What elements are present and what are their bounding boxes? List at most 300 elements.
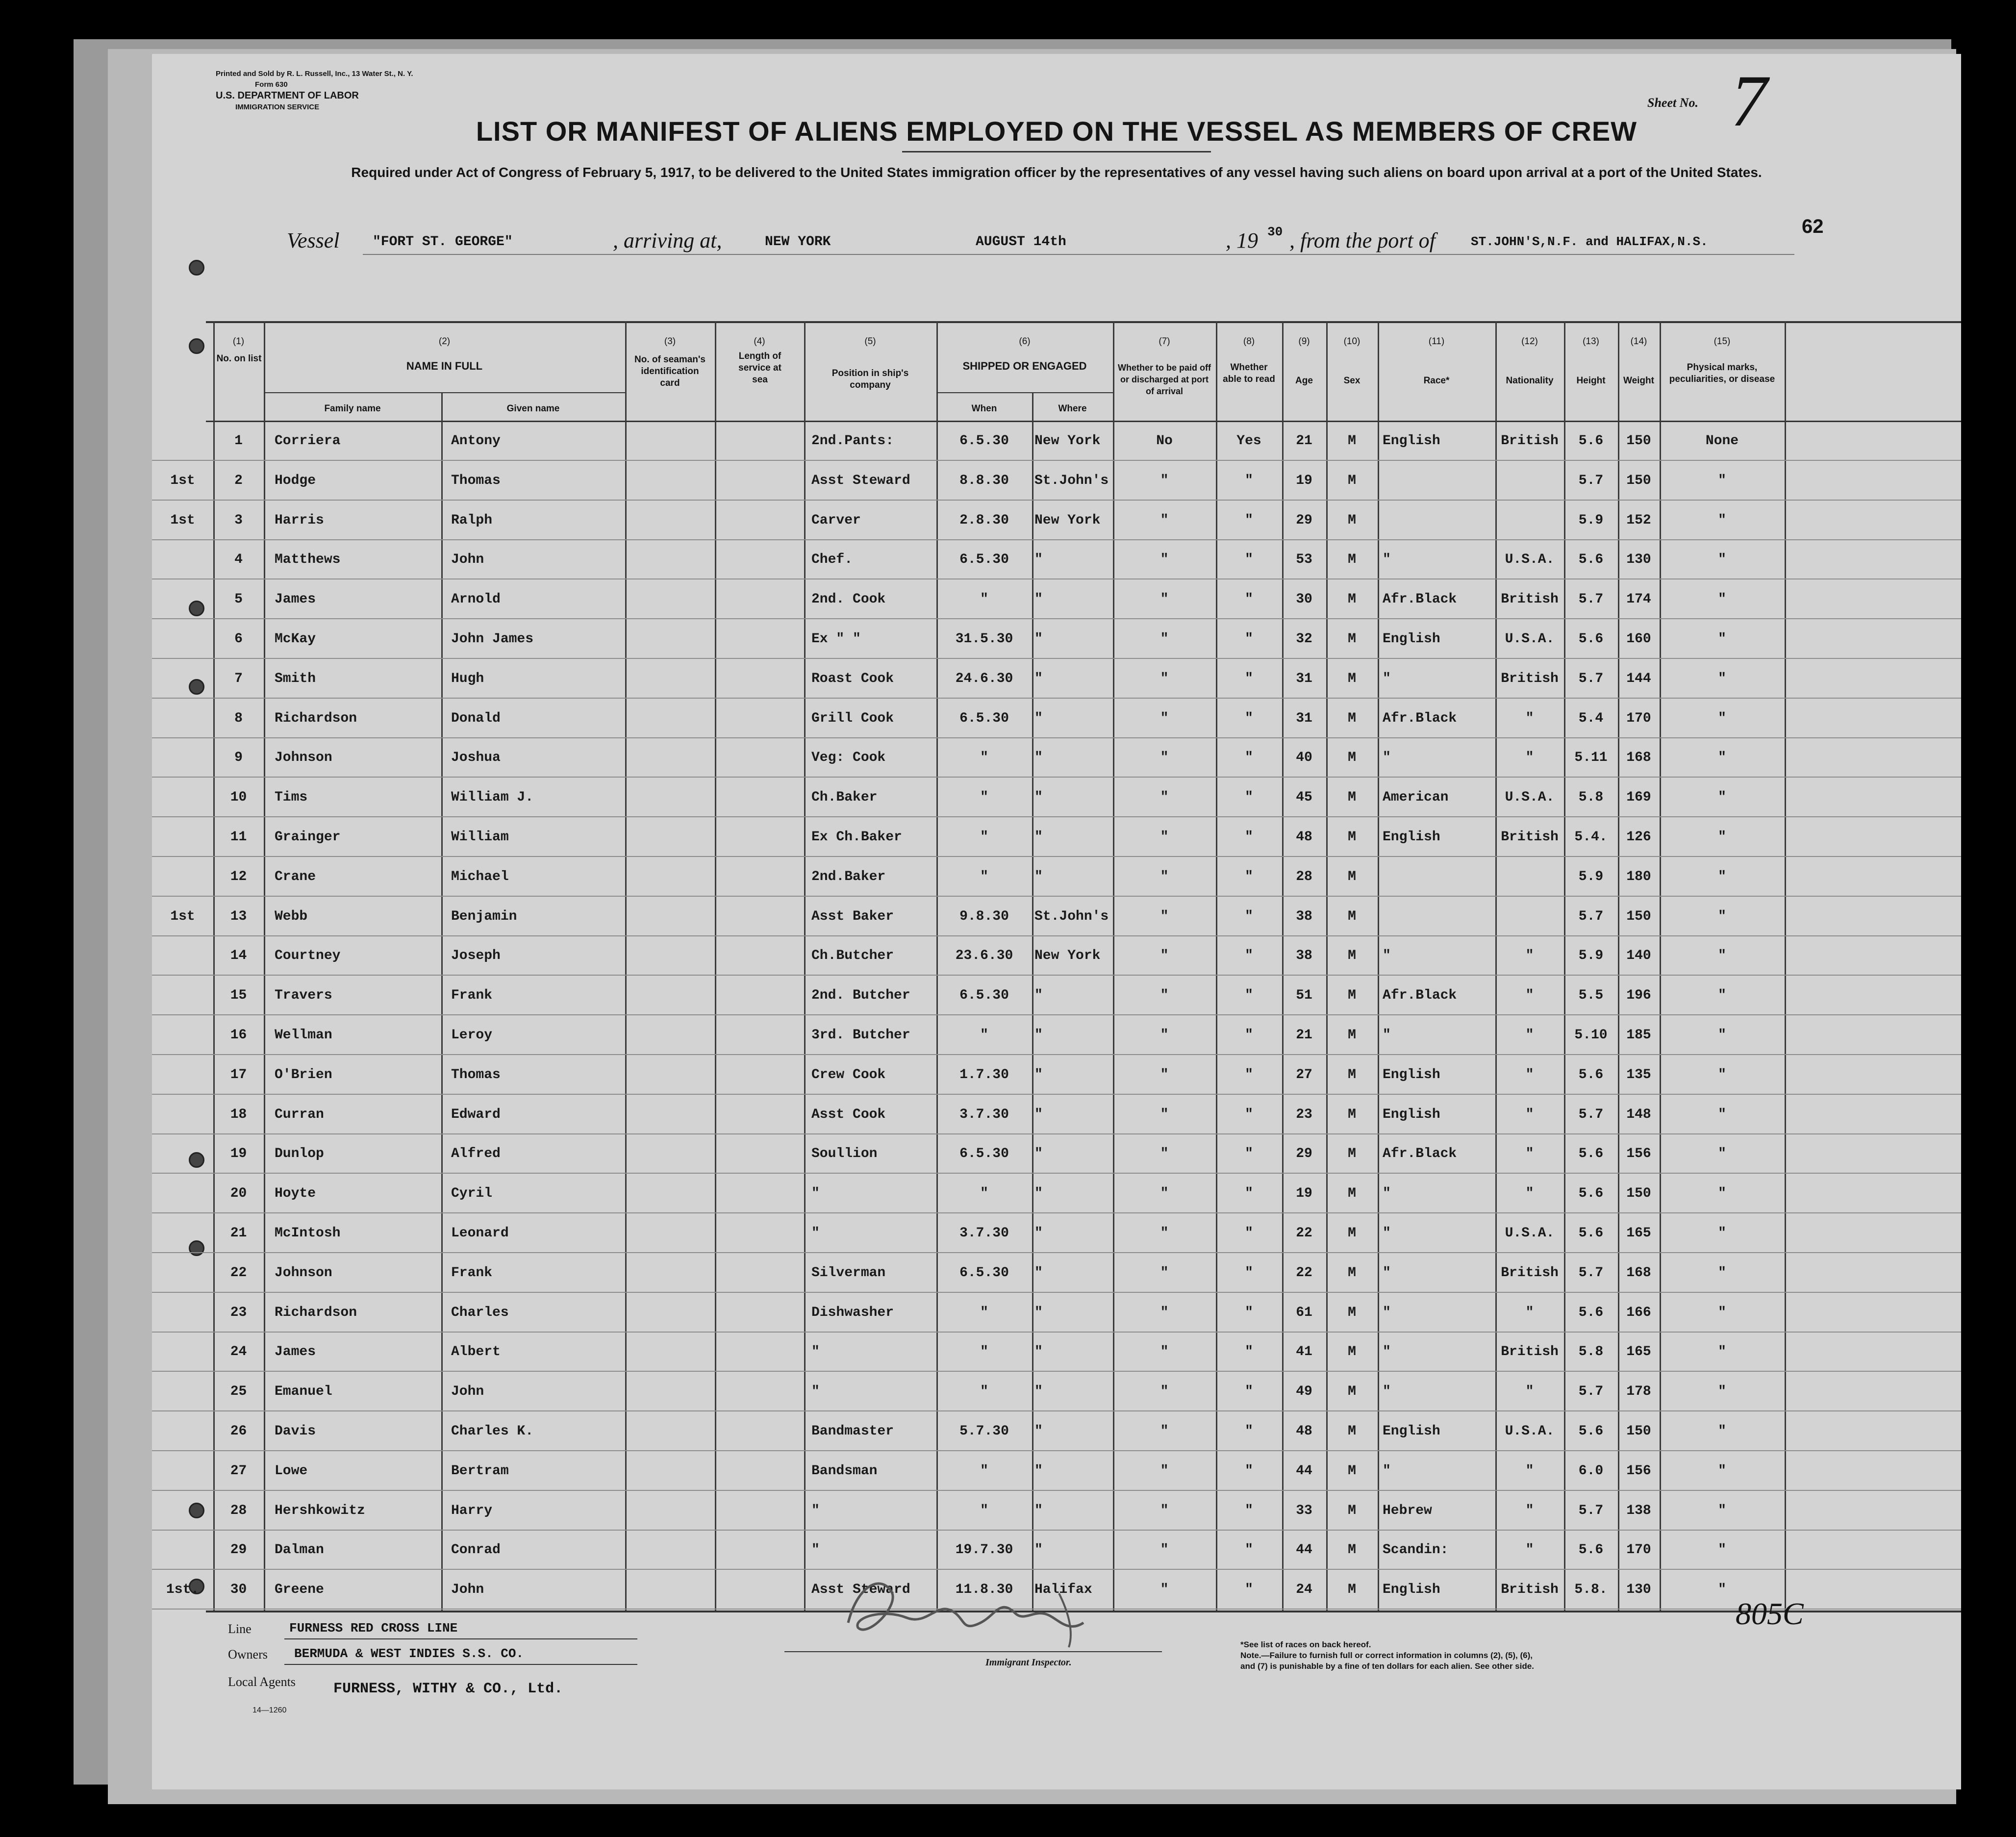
cell-margin: 1st. <box>166 1582 200 1598</box>
cell-height: 5.6 <box>1578 1226 1604 1241</box>
col-number: (2) <box>438 336 451 347</box>
cell-given: William <box>451 830 509 845</box>
cell-when: " <box>980 1186 988 1202</box>
cell-paid: " <box>1160 1107 1169 1122</box>
name-subheader-rule <box>264 392 625 393</box>
cell-sex: M <box>1348 948 1356 964</box>
cell-no: 30 <box>230 1582 247 1598</box>
cell-height: 5.7 <box>1578 1503 1604 1518</box>
cell-no: 11 <box>230 830 247 845</box>
cell-where: " <box>1034 710 1043 726</box>
cell-read: " <box>1245 988 1253 1004</box>
cell-age: 44 <box>1296 1463 1312 1479</box>
cell-marks: " <box>1718 1305 1726 1320</box>
cell-sex: M <box>1348 1265 1356 1281</box>
cell-no: 13 <box>230 908 247 924</box>
cell-age: 23 <box>1296 1107 1312 1122</box>
cell-sex: M <box>1348 1344 1356 1360</box>
cell-weight: 130 <box>1626 552 1651 568</box>
steamship-line: FURNESS RED CROSS LINE <box>289 1621 458 1636</box>
cell-no: 14 <box>230 948 247 964</box>
cell-position: Asst Steward <box>811 473 910 488</box>
cell-sex: M <box>1348 1107 1356 1122</box>
line-label: Line <box>228 1622 252 1636</box>
cell-position: 2nd. Butcher <box>811 988 910 1004</box>
cell-sex: M <box>1348 1542 1356 1558</box>
page-subtitle: Required under Act of Congress of February 5, 1917, to be delivered to the United States immigration officer by the representatives of any vessel having such aliens on board upon arrival at a port of the United States. <box>351 165 1762 180</box>
cell-given: Joshua <box>451 750 501 766</box>
header-family-name: Family name <box>324 403 381 414</box>
cell-paid: " <box>1160 1186 1169 1202</box>
cell-nat: " <box>1525 1146 1534 1162</box>
cell-read: " <box>1245 908 1253 924</box>
cell-marks: " <box>1718 671 1726 686</box>
cell-height: 5.6 <box>1578 631 1604 647</box>
cell-where: " <box>1034 1384 1043 1400</box>
cell-weight: 196 <box>1626 988 1651 1004</box>
cell-nat: " <box>1525 948 1534 964</box>
cell-weight: 168 <box>1626 1265 1651 1281</box>
table-row <box>152 819 1961 857</box>
cell-weight: 150 <box>1626 908 1651 924</box>
cell-when: 9.8.30 <box>959 908 1009 924</box>
header-age: Age <box>1295 376 1313 386</box>
cell-family: Dalman <box>275 1542 324 1558</box>
cell-read: " <box>1245 830 1253 845</box>
cell-when: " <box>980 1028 988 1043</box>
cell-paid: " <box>1160 1305 1169 1320</box>
cell-height: 5.8 <box>1578 790 1604 805</box>
cell-weight: 156 <box>1626 1146 1651 1162</box>
arriving-label: , arriving at, <box>613 228 722 252</box>
cell-position: Silverman <box>811 1265 886 1281</box>
cell-weight: 138 <box>1626 1503 1651 1518</box>
cell-marks: " <box>1718 830 1726 845</box>
cell-height: 5.7 <box>1578 1384 1604 1400</box>
cell-no: 26 <box>230 1424 247 1439</box>
cell-read: " <box>1245 1226 1253 1241</box>
cell-age: 24 <box>1296 1582 1312 1598</box>
header-name-in-full: NAME IN FULL <box>406 360 483 372</box>
cell-race: Afr.Black <box>1383 988 1457 1004</box>
cell-given: Harry <box>451 1503 493 1518</box>
cell-nat: British <box>1501 830 1559 845</box>
cell-family: Emanuel <box>275 1384 332 1400</box>
cell-weight: 150 <box>1626 1186 1651 1202</box>
cell-sex: M <box>1348 1146 1356 1162</box>
cell-margin: 1st <box>170 473 195 488</box>
cell-when: " <box>980 592 988 607</box>
cell-where: " <box>1034 1028 1043 1043</box>
cell-when: 6.5.30 <box>959 710 1009 726</box>
cell-position: " <box>811 1384 820 1400</box>
cell-no: 27 <box>230 1463 247 1479</box>
cell-age: 28 <box>1296 869 1312 884</box>
cell-paid: " <box>1160 1344 1169 1360</box>
table-row <box>152 581 1961 619</box>
cell-paid: " <box>1160 790 1169 805</box>
cell-no: 10 <box>230 790 247 805</box>
cell-marks: " <box>1718 1344 1726 1360</box>
cell-nat: British <box>1501 1344 1559 1360</box>
cell-read: " <box>1245 1384 1253 1400</box>
cell-family: Greene <box>275 1582 324 1598</box>
cell-marks: " <box>1718 790 1726 805</box>
cell-race: " <box>1383 948 1391 964</box>
inspector-label: Immigrant Inspector. <box>985 1657 1072 1668</box>
header-id-card: No. of seaman's identification card <box>634 354 706 388</box>
sheet-number: 7 <box>1731 60 1767 142</box>
table-row <box>152 1413 1961 1451</box>
cell-position: Ex " " <box>811 631 861 647</box>
cell-read: " <box>1245 1186 1253 1202</box>
cell-where: " <box>1034 1542 1043 1558</box>
table-row <box>152 1334 1961 1372</box>
cell-given: Charles K. <box>451 1424 534 1439</box>
cell-position: 2nd. Cook <box>811 592 886 607</box>
cell-race: Afr.Black <box>1383 1146 1457 1162</box>
sheet-label: Sheet No. <box>1647 96 1698 110</box>
header-no-on-list: No. on list <box>216 353 262 364</box>
cell-height: 5.7 <box>1578 592 1604 607</box>
cell-when: " <box>980 830 988 845</box>
cell-age: 44 <box>1296 1542 1312 1558</box>
cell-height: 5.5 <box>1578 988 1604 1004</box>
cell-weight: 185 <box>1626 1028 1651 1043</box>
handwritten-code: 805C <box>1736 1596 1804 1631</box>
cell-race: " <box>1383 1384 1391 1400</box>
cell-race: English <box>1383 1107 1440 1122</box>
col-number: (4) <box>754 336 765 347</box>
table-row <box>152 700 1961 738</box>
cell-age: 22 <box>1296 1226 1312 1241</box>
header-physical-marks: Physical marks, peculiarities, or disease <box>1669 362 1775 384</box>
cell-height: 5.6 <box>1578 1146 1604 1162</box>
cell-race: " <box>1383 1186 1391 1202</box>
col-number: (10) <box>1343 336 1361 347</box>
cell-no: 29 <box>230 1542 247 1558</box>
cell-read: " <box>1245 512 1253 528</box>
cell-family: James <box>275 1344 316 1360</box>
cell-position: Roast Cook <box>811 671 894 686</box>
cell-nat: " <box>1525 1028 1534 1043</box>
col-number: (7) <box>1159 336 1170 347</box>
cell-height: 5.9 <box>1578 512 1604 528</box>
cell-paid: No <box>1156 433 1173 449</box>
cell-family: Richardson <box>275 1305 357 1320</box>
cell-height: 5.7 <box>1578 671 1604 686</box>
cell-paid: " <box>1160 552 1169 568</box>
table-row <box>152 1492 1961 1531</box>
year-suffix: 30 <box>1267 225 1283 239</box>
cell-no: 7 <box>234 671 243 686</box>
cell-nat: British <box>1501 592 1559 607</box>
cell-position: Soullion <box>811 1146 878 1162</box>
cell-position: Ch.Butcher <box>811 948 894 964</box>
cell-family: Matthews <box>275 552 341 568</box>
cell-family: O'Brien <box>275 1067 332 1082</box>
cell-age: 33 <box>1296 1503 1312 1518</box>
cell-height: 5.7 <box>1578 1265 1604 1281</box>
cell-where: St.John's <box>1034 473 1109 488</box>
cell-marks: " <box>1718 473 1726 488</box>
table-row <box>152 660 1961 699</box>
vessel-name: "FORT ST. GEORGE" <box>373 234 513 250</box>
cell-marks: " <box>1718 512 1726 528</box>
cell-where: " <box>1034 869 1043 884</box>
cell-paid: " <box>1160 710 1169 726</box>
cell-race: English <box>1383 631 1440 647</box>
cell-sex: M <box>1348 790 1356 805</box>
title-rule <box>902 151 1211 152</box>
cell-read: " <box>1245 750 1253 766</box>
races-note: *See list of races on back hereof. <box>1240 1640 1371 1649</box>
cell-race: " <box>1383 671 1391 686</box>
cell-weight: 135 <box>1626 1067 1651 1082</box>
cell-height: 5.9 <box>1578 869 1604 884</box>
vessel-label: Vessel <box>287 228 340 252</box>
cell-when: " <box>980 1344 988 1360</box>
header-able-to-read: Whether able to read <box>1223 362 1275 384</box>
header-given-name: Given name <box>506 403 560 414</box>
cell-given: John <box>451 1384 484 1400</box>
cell-sex: M <box>1348 592 1356 607</box>
cell-marks: " <box>1718 1107 1726 1122</box>
year-prefix: , 19 <box>1226 228 1258 252</box>
header-height: Height <box>1576 376 1606 386</box>
cell-read: " <box>1245 1265 1253 1281</box>
cell-position: Chef. <box>811 552 853 568</box>
table-row <box>152 423 1961 461</box>
cell-weight: 156 <box>1626 1463 1651 1479</box>
cell-sex: M <box>1348 671 1356 686</box>
cell-age: 31 <box>1296 710 1312 726</box>
cell-margin: 1st <box>170 908 195 924</box>
cell-height: 5.7 <box>1578 1107 1604 1122</box>
table-row <box>152 621 1961 659</box>
cell-paid: " <box>1160 1582 1169 1598</box>
cell-when: " <box>980 1305 988 1320</box>
manifest-sheet <box>152 54 1961 1789</box>
table-row <box>152 1096 1961 1134</box>
cell-given: Benjamin <box>451 908 517 924</box>
cell-weight: 165 <box>1626 1344 1651 1360</box>
cell-age: 29 <box>1296 1146 1312 1162</box>
cell-weight: 140 <box>1626 948 1651 964</box>
table-row <box>152 1453 1961 1491</box>
local-agents-label: Local Agents <box>228 1675 296 1689</box>
cell-no: 24 <box>230 1344 247 1360</box>
cell-paid: " <box>1160 473 1169 488</box>
table-row <box>152 1373 1961 1411</box>
cell-sex: M <box>1348 552 1356 568</box>
cell-when: 6.5.30 <box>959 988 1009 1004</box>
cell-nat: " <box>1525 1463 1534 1479</box>
cell-no: 3 <box>234 512 243 528</box>
cell-family: Lowe <box>275 1463 308 1479</box>
cell-family: James <box>275 592 316 607</box>
table-row <box>152 1017 1961 1055</box>
cell-height: 5.6 <box>1578 1305 1604 1320</box>
cell-read: " <box>1245 631 1253 647</box>
col-number: (13) <box>1583 336 1599 347</box>
cell-marks: " <box>1718 592 1726 607</box>
cell-family: Smith <box>275 671 316 686</box>
cell-no: 28 <box>230 1503 247 1518</box>
cell-marks: " <box>1718 1463 1726 1479</box>
cell-where: " <box>1034 830 1043 845</box>
cell-where: " <box>1034 1463 1043 1479</box>
cell-when: 11.8.30 <box>955 1582 1013 1598</box>
cell-nat: U.S.A. <box>1505 1226 1555 1241</box>
cell-family: Wellman <box>275 1028 332 1043</box>
cell-where: " <box>1034 631 1043 647</box>
cell-age: 22 <box>1296 1265 1312 1281</box>
cell-marks: " <box>1718 1384 1726 1400</box>
cell-family: Davis <box>275 1424 316 1439</box>
cell-age: 48 <box>1296 1424 1312 1439</box>
cell-position: Ex Ch.Baker <box>811 830 902 845</box>
cell-margin: 1st <box>170 512 195 528</box>
page-number: 62 <box>1802 216 1824 237</box>
cell-sex: M <box>1348 1463 1356 1479</box>
cell-position: Dishwasher <box>811 1305 894 1320</box>
table-row <box>152 1215 1961 1253</box>
cell-position: Veg: Cook <box>811 750 886 766</box>
table-row <box>152 1057 1961 1095</box>
cell-where: " <box>1034 671 1043 686</box>
header-where: Where <box>1058 403 1087 414</box>
cell-where: " <box>1034 592 1043 607</box>
penalty-note-line2: and (7) is punishable by a fine of ten dollars for each alien. See other side. <box>1240 1661 1534 1671</box>
header-length-of-service: Length of service at sea <box>738 351 781 385</box>
cell-marks: " <box>1718 552 1726 568</box>
table-row <box>152 858 1961 897</box>
cell-no: 21 <box>230 1226 247 1241</box>
cell-marks: " <box>1718 750 1726 766</box>
cell-where: " <box>1034 1186 1043 1202</box>
cell-given: Alfred <box>451 1146 501 1162</box>
cell-nat: " <box>1525 1107 1534 1122</box>
cell-race: " <box>1383 750 1391 766</box>
cell-given: Arnold <box>451 592 501 607</box>
cell-family: Crane <box>275 869 316 884</box>
cell-weight: 150 <box>1626 473 1651 488</box>
col-number: (3) <box>664 336 676 347</box>
cell-sex: M <box>1348 1028 1356 1043</box>
cell-position: Asst Steward <box>811 1582 910 1598</box>
cell-sex: M <box>1348 869 1356 884</box>
cell-marks: " <box>1718 1146 1726 1162</box>
cell-no: 6 <box>234 631 243 647</box>
owners-underline <box>284 1664 637 1665</box>
table-row <box>152 739 1961 778</box>
cell-weight: 170 <box>1626 710 1651 726</box>
cell-where: " <box>1034 1226 1043 1241</box>
cell-no: 15 <box>230 988 247 1004</box>
cell-marks: " <box>1718 988 1726 1004</box>
cell-sex: M <box>1348 908 1356 924</box>
cell-age: 19 <box>1296 473 1312 488</box>
cell-marks: " <box>1718 1028 1726 1043</box>
cell-given: John <box>451 552 484 568</box>
cell-age: 53 <box>1296 552 1312 568</box>
punch-hole <box>189 260 204 276</box>
cell-when: 6.5.30 <box>959 433 1009 449</box>
cell-paid: " <box>1160 908 1169 924</box>
cell-height: 5.6 <box>1578 1424 1604 1439</box>
cell-marks: " <box>1718 1186 1726 1202</box>
cell-where: " <box>1034 1265 1043 1281</box>
vessel-owners: BERMUDA & WEST INDIES S.S. CO. <box>294 1646 524 1661</box>
cell-paid: " <box>1160 1503 1169 1518</box>
cell-race: " <box>1383 1226 1391 1241</box>
cell-paid: " <box>1160 631 1169 647</box>
cell-family: Dunlop <box>275 1146 324 1162</box>
cell-race: Afr.Black <box>1383 592 1457 607</box>
cell-given: Edward <box>451 1107 501 1122</box>
cell-family: McIntosh <box>275 1226 341 1241</box>
cell-no: 9 <box>234 750 243 766</box>
cell-when: " <box>980 790 988 805</box>
cell-family: Richardson <box>275 710 357 726</box>
cell-weight: 144 <box>1626 671 1651 686</box>
header-paid-off: Whether to be paid off or discharged at port of arrival <box>1118 363 1211 396</box>
cell-position: " <box>811 1344 820 1360</box>
cell-read: " <box>1245 552 1253 568</box>
cell-nat: " <box>1525 1503 1534 1518</box>
cell-sex: M <box>1348 1582 1356 1598</box>
cell-read: " <box>1245 1582 1253 1598</box>
cell-position: 2nd.Baker <box>811 869 886 884</box>
cell-given: Charles <box>451 1305 509 1320</box>
form-number: Form 630 <box>255 80 288 89</box>
cell-weight: 174 <box>1626 592 1651 607</box>
col-number: (6) <box>1019 336 1031 347</box>
cell-weight: 150 <box>1626 433 1651 449</box>
cell-sex: M <box>1348 710 1356 726</box>
cell-given: Michael <box>451 869 509 884</box>
cell-race: English <box>1383 1067 1440 1082</box>
cell-when: 1.7.30 <box>959 1067 1009 1082</box>
cell-family: Johnson <box>275 750 332 766</box>
cell-no: 23 <box>230 1305 247 1320</box>
cell-given: Leroy <box>451 1028 493 1043</box>
cell-where: " <box>1034 552 1043 568</box>
cell-no: 22 <box>230 1265 247 1281</box>
cell-paid: " <box>1160 948 1169 964</box>
cell-age: 49 <box>1296 1384 1312 1400</box>
cell-given: Donald <box>451 710 501 726</box>
form-code: 14—1260 <box>252 1706 287 1714</box>
cell-paid: " <box>1160 1424 1169 1439</box>
cell-paid: " <box>1160 1067 1169 1082</box>
cell-when: " <box>980 1463 988 1479</box>
cell-marks: " <box>1718 631 1726 647</box>
cell-when: 23.6.30 <box>955 948 1013 964</box>
cell-sex: M <box>1348 1067 1356 1082</box>
cell-when: 2.8.30 <box>959 512 1009 528</box>
cell-no: 8 <box>234 710 243 726</box>
inspector-signature <box>838 1564 1113 1652</box>
cell-race: " <box>1383 1463 1391 1479</box>
cell-marks: " <box>1718 1582 1726 1598</box>
cell-given: Frank <box>451 1265 493 1281</box>
cell-race: " <box>1383 552 1391 568</box>
arrival-port: NEW YORK <box>765 234 831 250</box>
col-number: (14) <box>1630 336 1647 347</box>
table-row <box>152 779 1961 817</box>
